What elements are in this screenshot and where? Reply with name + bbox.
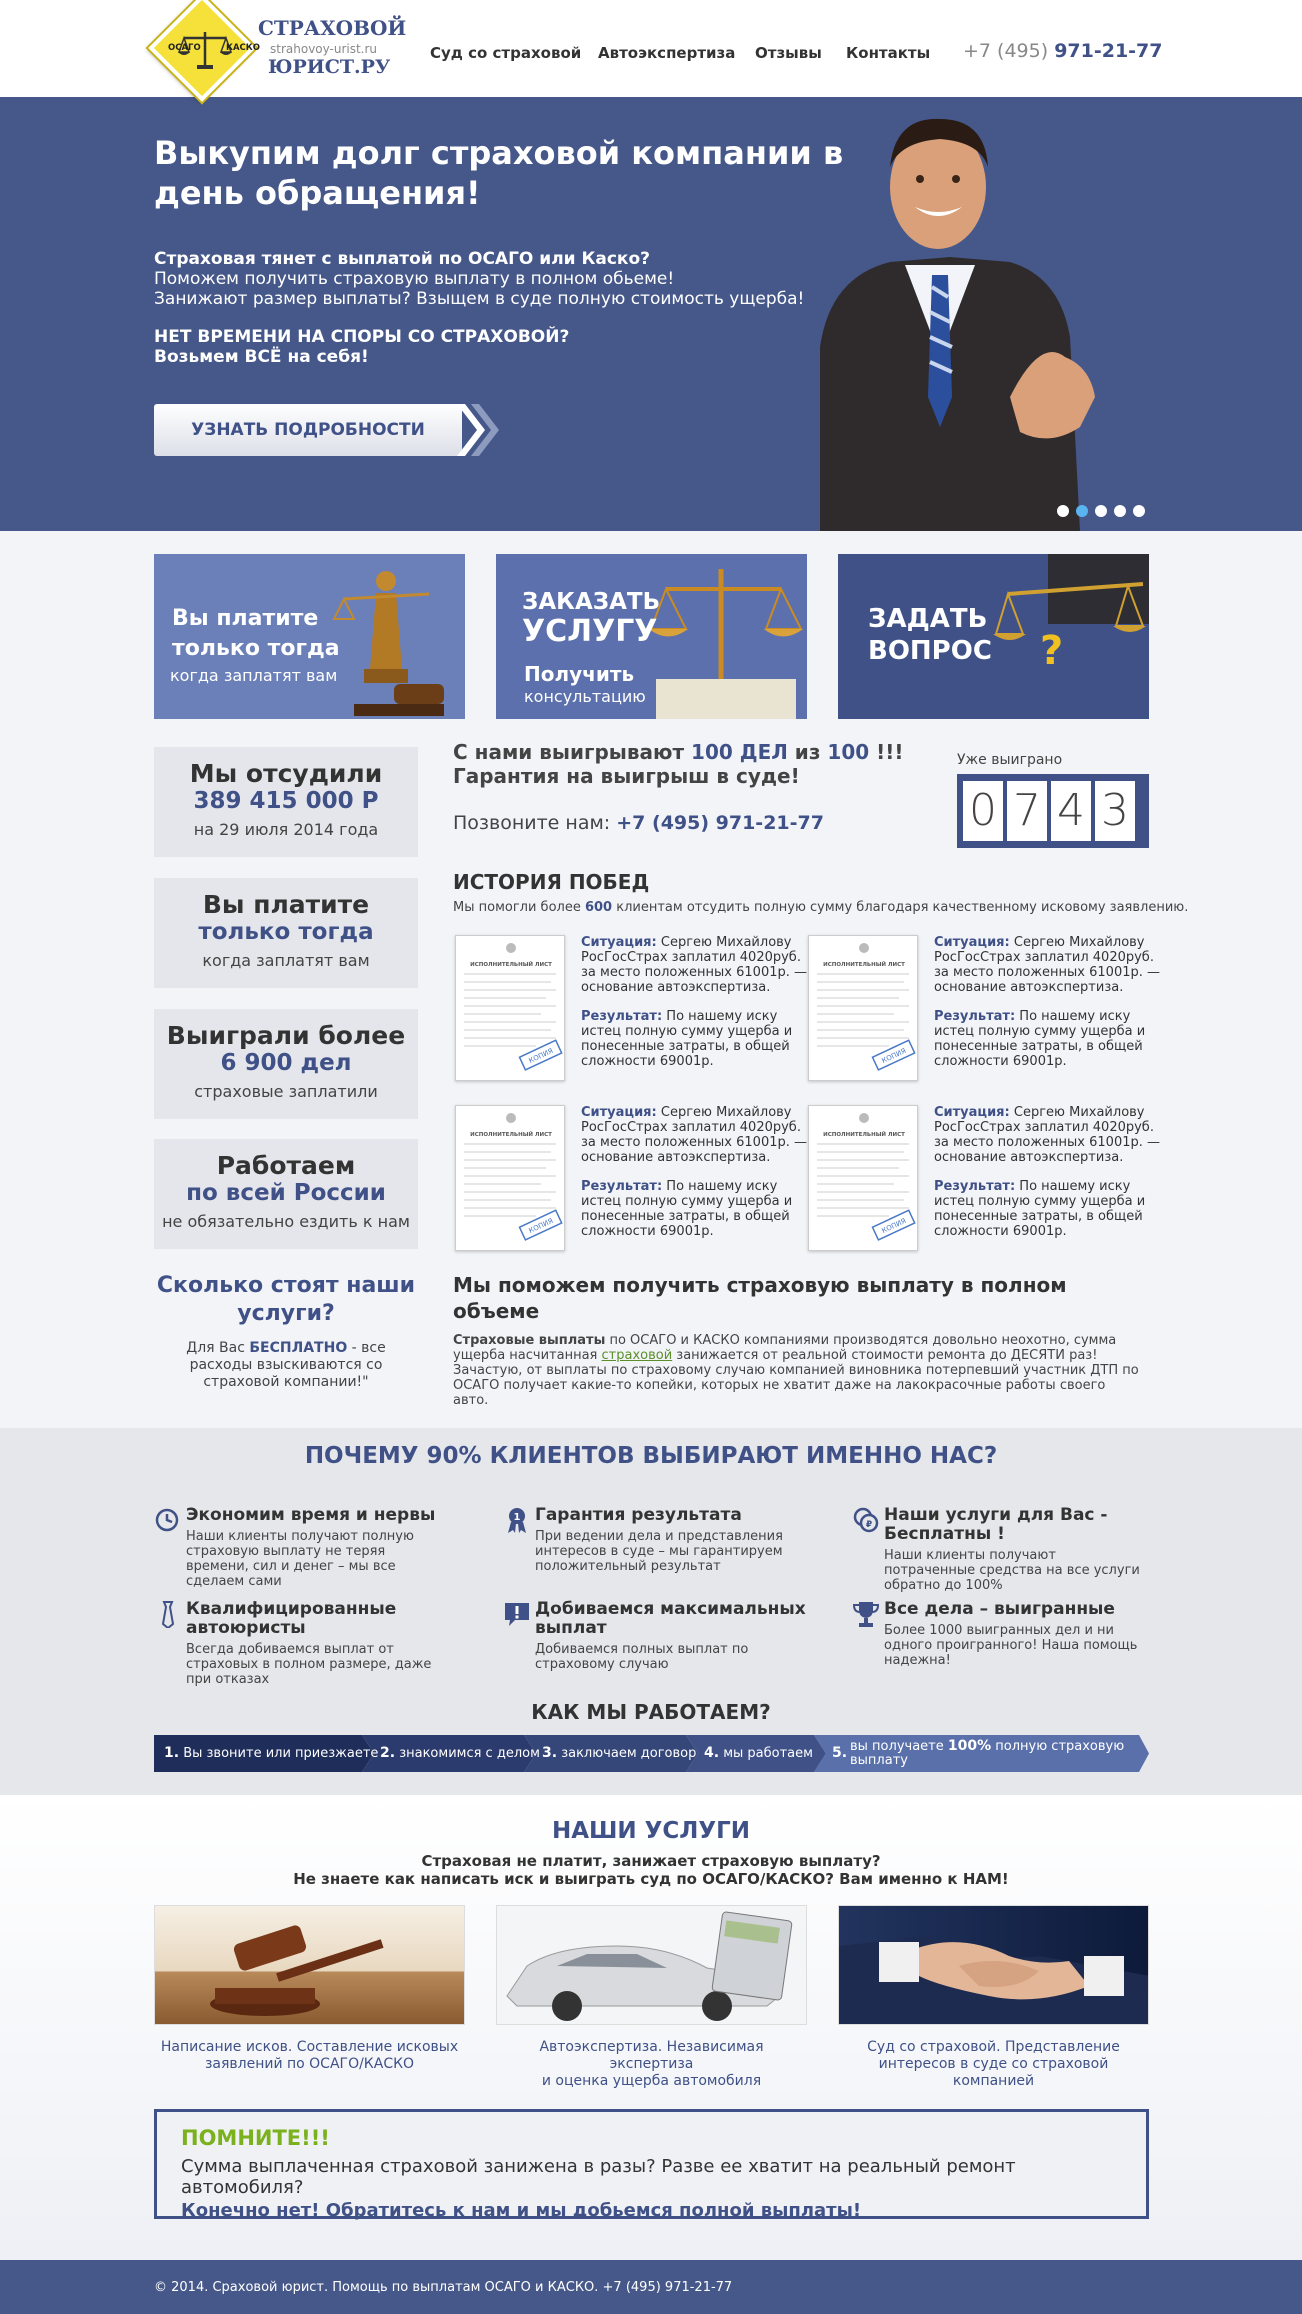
logo-subtitle: ЮРИСТ.РУ	[268, 56, 391, 78]
cases-counter	[957, 774, 1149, 848]
themis-statue-icon	[324, 559, 454, 719]
tie-icon	[154, 1600, 182, 1628]
remember-title: ПОМНИТЕ!!!	[181, 2126, 330, 2150]
banner1-sub: когда заплатят вам	[170, 666, 338, 685]
banner2-title-2: УСЛУГУ	[522, 614, 658, 649]
history-subtitle: Мы помогли более 600 клиентам отсудить полную сумму благодаря качественному исковому заявлению.	[453, 900, 1189, 915]
banner2-sub-2: консультацию	[524, 687, 646, 706]
stat-cases-won	[154, 1009, 418, 1119]
step-4: 4. мы работаем	[704, 1745, 813, 1761]
win-call[interactable]: Позвоните нам: +7 (495) 971-21-77	[453, 812, 824, 834]
win-block	[453, 740, 933, 834]
feature-title: Гарантия результата	[535, 1505, 742, 1525]
nav-item-contacts[interactable]: Контакты	[846, 44, 931, 62]
scales-book-icon	[646, 559, 806, 719]
feature-desc: Добиваемся полных выплат по страховому случаю	[535, 1642, 749, 1672]
svg-text:КОПИЯ: КОПИЯ	[527, 1046, 555, 1066]
case-card[interactable]	[455, 1105, 808, 1255]
services-subtitle: Страховая не платит, занижает страховую выплату? Не знаете как написать иск и выиграть суд по ОСАГО/КАСКО? Вам именно к НАМ!	[293, 1852, 1009, 1888]
remember-text: Сумма выплаченная страховой занижена в разы? Разве ее хватит на реальный ремонт автомобиля?	[181, 2156, 1016, 2198]
svg-text:КАСКО: КАСКО	[226, 43, 260, 52]
banner-order-service[interactable]	[496, 554, 807, 719]
cost-text: Для Вас БЕСПЛАТНО - все расходы взыскиваются со страховой компании!"	[186, 1340, 386, 1390]
lawyer-photo	[780, 97, 1100, 531]
why-title: ПОЧЕМУ 90% КЛИЕНТОВ ВЫБИРАЮТ ИМЕННО НАС?	[304, 1443, 998, 1469]
hero-sub-line1: Поможем получить страховую выплату в полном обьеме!	[154, 269, 675, 289]
win-guarantee: Гарантия на выигрыш в суде!	[453, 764, 800, 788]
feature-desc: Всегда добиваемся выплат от страховых в полном размере, даже при отказах	[186, 1642, 432, 1687]
slider-dots	[1057, 502, 1152, 514]
remember-cta: Конечно нет! Обратитесь к нам и мы добьемся полной выплаты!	[181, 2200, 862, 2221]
case-card[interactable]	[808, 935, 1161, 1085]
svg-text:ИСПОЛНИТЕЛЬНЫЙ ЛИСТ: ИСПОЛНИТЕЛЬНЫЙ ЛИСТ	[470, 962, 552, 968]
nav-item-reviews[interactable]: Отзывы	[755, 44, 822, 62]
case-text: Ситуация: Сергею Михайлову РосГосСтрах заплатил 4020руб. за место положенных 61001р. — основание автоэкспертиза. Результат: По нашему иску истец полную сумму ущерба и понесенные затраты, в общей сложности 69001р.	[934, 935, 1161, 1069]
stat-won-amount	[154, 747, 418, 857]
court-document-thumb[interactable]	[455, 935, 565, 1081]
counter-digit: 0	[963, 781, 1003, 841]
stat3-line3: страховые заплатили	[194, 1082, 378, 1101]
stat2-line2: только тогда	[198, 919, 374, 945]
svg-text:ИСПОЛНИТЕЛЬНЫЙ ЛИСТ: ИСПОЛНИТЕЛЬНЫЙ ЛИСТ	[470, 1132, 552, 1138]
case-card[interactable]	[808, 1105, 1161, 1255]
learn-more-button[interactable]: УЗНАТЬ ПОДРОБНОСТИ	[154, 404, 462, 456]
step-1: 1. Вы звоните или приезжаете	[164, 1745, 379, 1761]
slider-dot-1[interactable]	[1057, 505, 1069, 517]
hero-sub-bold: Страховая тянет с выплатой по ОСАГО или Каско?	[154, 249, 650, 269]
court-document-thumb[interactable]	[808, 1105, 918, 1251]
banner3-title-2: ВОПРОС	[868, 636, 992, 666]
counter-digit: 3	[1095, 781, 1135, 841]
svg-text:КОПИЯ: КОПИЯ	[880, 1046, 908, 1066]
feature-desc: Более 1000 выигранных дел и ни одного проигранного! Наша помощь надежна!	[884, 1623, 1138, 1668]
banner1-title-2: только тогда	[172, 636, 340, 661]
case-text: Ситуация: Сергею Михайлову РосГосСтрах заплатил 4020руб. за место положенных 61001р. — основание автоэкспертиза. Результат: По нашему иску истец полную сумму ущерба и понесенные затраты, в общей сложности 69001р.	[934, 1105, 1161, 1239]
insurance-link[interactable]: страховой	[601, 1348, 673, 1363]
stat4-line3: не обязательно ездить к нам	[162, 1212, 410, 1231]
svg-text:?: ?	[1040, 628, 1064, 674]
banner3-title-1: ЗАДАТЬ	[868, 604, 988, 634]
how-title: КАК МЫ РАБОТАЕМ?	[531, 1700, 771, 1724]
service-caption: Автоэкспертиза. Независимая экспертиза и оценка ущерба автомобиля	[539, 2039, 764, 2089]
handshake-photo	[838, 1905, 1149, 2025]
history-title: ИСТОРИЯ ПОБЕД	[453, 870, 650, 894]
slider-dot-3[interactable]	[1095, 505, 1107, 517]
nav-item-expertise[interactable]: Автоэкспертиза	[598, 44, 736, 62]
stat3-line1: Выиграли более	[166, 1021, 406, 1050]
clock-icon	[154, 1506, 182, 1534]
banner2-title-1: ЗАКАЗАТЬ	[522, 589, 661, 615]
banner1-title-1: Вы платите	[172, 606, 319, 631]
question-scales-icon	[978, 554, 1149, 719]
service-caption: Суд со страховой. Представление интересов в суде со страховой компанией	[867, 2039, 1120, 2089]
case-text: Ситуация: Сергею Михайлову РосГосСтрах заплатил 4020руб. за место положенных 61001р. — основание автоэкспертиза. Результат: По нашему иску истец полную сумму ущерба и понесенные затраты, в общей сложности 69001р.	[581, 935, 808, 1069]
cost-title: Сколько стоят наши услуги?	[156, 1273, 416, 1326]
help-title: Мы поможем получить страховую выплату в полном объеме	[453, 1273, 1067, 1323]
phone-code: +7 (495)	[963, 40, 1049, 62]
hero-callout-line2: Возьмем ВСЁ на себя!	[154, 347, 369, 367]
stat-pay-later	[154, 878, 418, 988]
banner2-sub-1: Получить	[524, 662, 635, 686]
cost-block	[154, 1272, 418, 1391]
car-calculator-photo	[496, 1905, 807, 2025]
stat1-line3: на 29 июля 2014 года	[193, 820, 379, 839]
counter-digit: 4	[1051, 781, 1091, 841]
hero-subtitle	[154, 249, 854, 309]
hero-callout	[154, 327, 754, 367]
trophy-icon	[852, 1600, 880, 1628]
logo-title: СТРАХОВОЙ	[258, 16, 407, 40]
award-icon	[503, 1506, 531, 1534]
hero-sub-line2: Занижают размер выплаты? Взыщем в суде полную стоимость ущерба!	[154, 289, 805, 309]
case-card[interactable]	[455, 935, 808, 1085]
svg-text:ИСПОЛНИТЕЛЬНЫЙ ЛИСТ: ИСПОЛНИТЕЛЬНЫЙ ЛИСТ	[823, 962, 905, 968]
slider-dot-4[interactable]	[1114, 505, 1126, 517]
step-5: 5. вы получаете 100% полную страховую выплату	[832, 1738, 1125, 1768]
stat1-line1: Мы отсудили	[189, 759, 383, 788]
svg-text:КОПИЯ: КОПИЯ	[880, 1216, 908, 1236]
court-document-thumb[interactable]	[808, 935, 918, 1081]
banner-pay-later[interactable]	[154, 554, 465, 719]
service-caption: Написание исков. Составление исковых заявлений по ОСАГО/КАСКО	[160, 2039, 459, 2072]
svg-text:ИСПОЛНИТЕЛЬНЫЙ ЛИСТ: ИСПОЛНИТЕЛЬНЫЙ ЛИСТ	[823, 1132, 905, 1138]
gavel-photo	[154, 1905, 465, 2025]
phone-number: 971-21-77	[1054, 40, 1163, 62]
slider-dot-5[interactable]	[1133, 505, 1145, 517]
svg-text:1: 1	[513, 1512, 521, 1523]
stat4-line1: Работаем	[216, 1151, 356, 1180]
logo-badge-text	[168, 40, 278, 52]
site-footer	[0, 2260, 1302, 2314]
counter-label: Уже выиграно	[957, 752, 1063, 768]
help-text: Страховые выплаты по ОСАГО и КАСКО компаниями производятся довольно неохотно, сумма ущерба насчитанная страховой занижается от реальной стоимости ремонта до ДЕСЯТИ раз! Зачастую, от выплаты по страховому случаю компанией виновника потерпевший участник ДТП по ОСАГО получает какие-то копейки, которых не хватит даже на лакокрасочные работы своего авто.	[453, 1333, 1139, 1408]
hero-slider	[0, 97, 1302, 531]
step-2: 2. знакомимся с делом	[380, 1745, 540, 1761]
feature-title: Экономим время и нервы	[186, 1505, 436, 1525]
feature-title: Все дела – выигранные	[884, 1599, 1115, 1619]
case-text: Ситуация: Сергею Михайлову РосГосСтрах заплатил 4020руб. за место положенных 61001р. — основание автоэкспертиза. Результат: По нашему иску истец полную сумму ущерба и понесенные затраты, в общей сложности 69001р.	[581, 1105, 808, 1239]
win-headline: С нами выигрывают 100 ДЕЛ из 100 !!!	[453, 740, 904, 764]
coins-icon	[852, 1506, 880, 1534]
service-court[interactable]	[838, 1905, 1149, 2090]
stat1-line2: 389 415 000 Р	[193, 788, 379, 814]
logo-domain: strahovoy-urist.ru	[270, 42, 378, 56]
stat2-line1: Вы платите	[202, 890, 370, 919]
banner-ask-question[interactable]	[838, 554, 1149, 719]
feature-title: Добиваемся максимальных выплат	[535, 1599, 806, 1638]
service-lawsuits[interactable]	[154, 1905, 465, 2073]
feature-title: Квалифицированные автоюристы	[186, 1599, 397, 1638]
exclamation-icon	[503, 1600, 531, 1628]
stat3-line2: 6 900 дел	[220, 1050, 352, 1076]
hero-title: Выкупим долг страховой компании в день обращения!	[154, 134, 844, 212]
hero-callout-line1: НЕТ ВРЕМЕНИ НА СПОРЫ СО СТРАХОВОЙ?	[154, 327, 570, 347]
stat-all-russia	[154, 1139, 418, 1249]
service-expertise[interactable]	[496, 1905, 807, 2090]
feature-desc: Наши клиенты получают потраченные средства на все услуги обратно до 100%	[884, 1548, 1140, 1593]
services-title: НАШИ УСЛУГИ	[551, 1818, 751, 1844]
step-3: 3. заключаем договор	[542, 1745, 697, 1761]
svg-text:ОСАГО: ОСАГО	[168, 43, 201, 52]
site-logo[interactable]	[154, 4, 407, 108]
counter-digit: 7	[1007, 781, 1047, 841]
footer-copyright: © 2014. Сраховой юрист. Помощь по выплатам ОСАГО и КАСКО. +7 (495) 971-21-77	[154, 2280, 733, 2295]
svg-text:КОПИЯ: КОПИЯ	[527, 1216, 555, 1236]
stat4-line2: по всей России	[186, 1180, 386, 1206]
how-steps	[154, 1735, 1149, 1772]
chevrons-right-icon	[455, 404, 505, 456]
stat2-line3: когда заплатят вам	[202, 951, 370, 970]
nav-item-court[interactable]: Суд со страховой	[430, 44, 582, 62]
court-document-thumb[interactable]	[455, 1105, 565, 1251]
slider-dot-2[interactable]	[1076, 505, 1088, 517]
feature-desc: Наши клиенты получают полную страховую выплату не теряя времени, сил и денег – мы все сделаем сами	[186, 1529, 414, 1589]
header-phone[interactable]	[963, 40, 1163, 62]
svg-text:₽: ₽	[865, 1520, 873, 1530]
feature-desc: При ведении дела и представления интересов в суде – мы гарантируем положительный результат	[535, 1529, 783, 1574]
remember-callout	[154, 2109, 1149, 2219]
feature-title: Наши услуги для Вас - Бесплатны !	[884, 1505, 1108, 1544]
